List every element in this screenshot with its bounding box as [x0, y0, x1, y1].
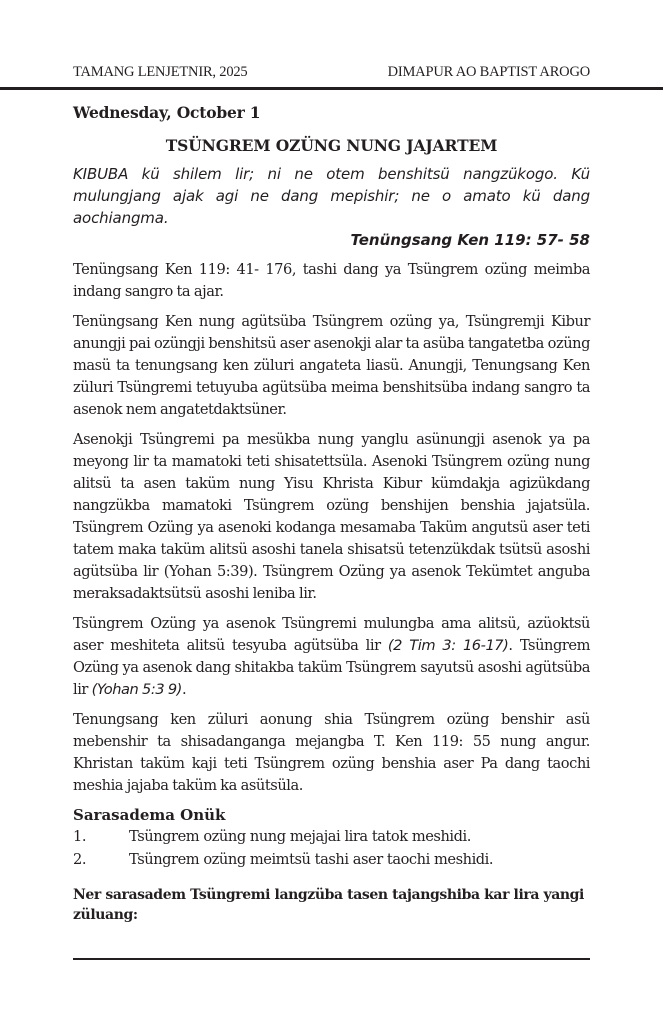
paragraph-2: Tenüngsang Ken nung agütsüba Tsüngrem ozüng ya, Tsüngremji Kibur anungji pai ozüngji benshitsü aser asenokji alar ta asüba tangatetba ozüng masü ta tenungsang ken züluri angateta liasü. Anungji, Tenungsang Ken züluri Tsüngremi tetuyuba agütsüba meima benshitsüba indang sangro ta asenok nem angatetdaktsüner. [73, 313, 590, 418]
running-head-right: DIMAPUR AO BAPTIST AROGO [387, 64, 590, 80]
point-number: 2. [73, 851, 87, 868]
devotional-page [73, 103, 590, 925]
key-verse: KIBUBA kü shilem lir; ni ne otem benshitsü nangzükogo. Kü mulungjang ajak agi ne dang mepishir; ne o amato kü dang aochiangma. [73, 165, 590, 227]
scripture-reference: (Yohan 5:3 9) [91, 681, 182, 698]
running-head [73, 64, 590, 81]
point-text: Tsüngrem ozüng meimtsü tashi aser taochi meshidi. [129, 851, 494, 868]
key-verse-reference: Tenüngsang Ken 119: 57- 58 [350, 231, 590, 249]
paragraph-4-text-b: . Tsüngrem Ozüng ya asenok dang shitakba taküm Tsüngrem sayutsü asoshi agütsüba lir [73, 637, 590, 698]
answer-writing-line [73, 958, 590, 960]
paragraph-4-text-a: Tsüngrem Ozüng ya asenok Tsüngremi mulungba ama alitsü, azüoktsü aser meshiteta alitsü tesyuba agütsüba lir [73, 615, 590, 654]
prayer-prompt: Ner sarasadem Tsüngremi langzüba tasen tajangshiba kar lira yangi züluang: [73, 887, 584, 923]
paragraph-3: Asenokji Tsüngremi pa mesükba nung yanglu asünungji asenok ya pa meyong lir ta mamatoki teti shisatettsüla. Asenoki Tsüngrem ozüng nung alitsü ta asen taküm nung Yisu Khrista Kibur kümdakja agizükdang nangzükba mamatoki Tsüngrem ozüng benshijen benshia jajatsüla. Tsüngrem Ozüng ya asenoki kodanga mesamaba Taküm angutsü aser teti tatem maka taküm alitsü asoshi tanela shisatsü tetenzükdak tsütsü asoshi agütsüba lir (Yohan 5:39). Tsüngrem Ozüng ya asenok Tekümtet anguba meraksadaktsütsü asoshi leniba lir. [73, 431, 590, 602]
reflection-point [73, 848, 590, 871]
point-text: Tsüngrem ozüng nung mejajai lira tatok meshidi. [129, 828, 471, 845]
reflection-heading: Sarasadema Onük [73, 806, 226, 824]
paragraph-5: Tenungsang ken züluri aonung shia Tsüngrem ozüng benshir asü mebenshir ta shisadanganga mejangba T. Ken 119: 55 nung angur. Khristan taküm kaji teti Tsüngrem ozüng benshia aser Pa dang taochi meshia jajaba taküm ka asütsüla. [73, 711, 590, 794]
point-number: 1. [73, 828, 87, 845]
paragraph-4 [73, 613, 590, 701]
paragraph-4-text-c: . [181, 681, 187, 698]
header-rule [0, 87, 663, 90]
reflection-point [73, 825, 590, 848]
page-title: TSÜNGREM OZÜNG NUNG JAJARTEM [165, 136, 498, 155]
paragraph-1: Tenüngsang Ken 119: 41- 176, tashi dang ya Tsüngrem ozüng meimba indang sangro ta ajar. [73, 261, 590, 300]
day-heading: Wednesday, October 1 [73, 103, 261, 122]
scripture-reference: (2 Tim 3: 16-17) [387, 637, 509, 654]
running-head-left: TAMANG LENJETNIR, 2025 [73, 64, 248, 80]
